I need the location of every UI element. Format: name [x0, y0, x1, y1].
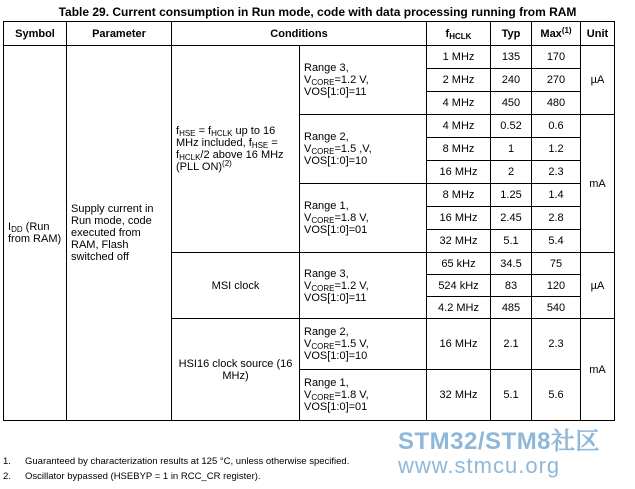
typ-cell: 2.45 [491, 207, 532, 230]
current-consumption-table [3, 21, 615, 421]
symbol-cell: $I_{DD}$ (Run from RAM) [4, 46, 67, 421]
fhclk-cell: 65 kHz [427, 253, 491, 275]
footnote-1: 1. Guaranteed by characterization results at 125 °C, unless otherwise specified. [3, 456, 350, 467]
footnote-2: 2. Oscillator bypassed (HSEBYP = 1 in RCC_CR register). [3, 471, 261, 482]
clock-hsi-cell: HSI16 clock source (16 MHz) [172, 319, 300, 421]
typ-cell: 2 [491, 161, 532, 184]
hsi-range-2-cell: Range 2, $V_{CORE}=1.5$ V, VOS[1:0]=10 [300, 319, 427, 370]
typ-cell: 240 [491, 69, 532, 92]
max-cell: 75 [532, 253, 581, 275]
typ-cell: 34.5 [491, 253, 532, 275]
fhclk-cell: 8 MHz [427, 138, 491, 161]
fhclk-cell: 4 MHz [427, 92, 491, 115]
fhclk-cell: 16 MHz [427, 207, 491, 230]
max-cell: 2.8 [532, 207, 581, 230]
max-cell: 480 [532, 92, 581, 115]
fhclk-cell: 16 MHz [427, 161, 491, 184]
typ-cell: 5.1 [491, 230, 532, 253]
header-typ: Typ [491, 22, 532, 46]
typ-cell: 2.1 [491, 319, 532, 370]
table-row [4, 46, 615, 69]
unit-cell-ma: mA [581, 115, 615, 253]
table-title: Table 29. Current consumption in Run mode, code with data processing running from RAM [58, 5, 577, 19]
max-cell: 1.2 [532, 138, 581, 161]
msi-range-3-cell: Range 3, $V_{CORE}=1.2$ V, VOS[1:0]=11 [300, 253, 427, 319]
header-fhclk: $f_{HCLK}$ [427, 22, 491, 46]
watermark [398, 430, 600, 477]
range-2-cell: Range 2, $V_{CORE}=1.5$ ,V, VOS[1:0]=10 [300, 115, 427, 184]
fhclk-cell: 4.2 MHz [427, 297, 491, 319]
range-1-cell: Range 1, $V_{CORE}=1.8$ V, VOS[1:0]=01 [300, 184, 427, 253]
header-parameter: Parameter [67, 22, 172, 46]
typ-cell: 1 [491, 138, 532, 161]
typ-cell: 1.25 [491, 184, 532, 207]
typ-cell: 83 [491, 275, 532, 297]
fhclk-cell: 1 MHz [427, 46, 491, 69]
max-cell: 2.3 [532, 161, 581, 184]
max-cell: 1.4 [532, 184, 581, 207]
fhclk-cell: 32 MHz [427, 230, 491, 253]
header-unit: Unit [581, 22, 615, 46]
typ-cell: 5.1 [491, 370, 532, 421]
fhclk-cell: 2 MHz [427, 69, 491, 92]
typ-cell: 135 [491, 46, 532, 69]
fhclk-cell: 4 MHz [427, 115, 491, 138]
typ-cell: 485 [491, 297, 532, 319]
typ-cell: 0.52 [491, 115, 532, 138]
clock-msi-cell: MSI clock [172, 253, 300, 319]
fhclk-cell: 32 MHz [427, 370, 491, 421]
max-cell: 270 [532, 69, 581, 92]
max-cell: 5.6 [532, 370, 581, 421]
typ-cell: 450 [491, 92, 532, 115]
max-cell: 170 [532, 46, 581, 69]
fhclk-cell: 16 MHz [427, 319, 491, 370]
unit-cell-ma: mA [581, 319, 615, 421]
watermark-brand: STM32/STM8社区 [398, 428, 601, 455]
watermark-url: www.stmcu.org [398, 453, 561, 478]
unit-cell-ua: µA [581, 46, 615, 115]
header-symbol: Symbol [4, 22, 67, 46]
unit-cell-ua: µA [581, 253, 615, 319]
header-row [4, 22, 615, 46]
range-3-cell: Range 3, $V_{CORE}=1.2$ V, VOS[1:0]=11 [300, 46, 427, 115]
header-conditions: Conditions [172, 22, 427, 46]
max-cell: 0.6 [532, 115, 581, 138]
clock-hse-cell: $f_{HSE} = f_{HCLK}$ up to 16 MHz included, $f_{HSE} = f_{HCLK}/2$ above 16 MHz (PLL ON)$^{(2)}$ [172, 46, 300, 253]
max-cell: 2.3 [532, 319, 581, 370]
parameter-cell: Supply current in Run mode, code executed from RAM, Flash switched off [67, 46, 172, 421]
hsi-range-1-cell: Range 1, $V_{CORE}=1.8$ V, VOS[1:0]=01 [300, 370, 427, 421]
header-max: Max$^{(1)}$ [532, 22, 581, 46]
fhclk-cell: 524 kHz [427, 275, 491, 297]
footnotes [3, 454, 349, 484]
max-cell: 540 [532, 297, 581, 319]
max-cell: 5.4 [532, 230, 581, 253]
fhclk-cell: 8 MHz [427, 184, 491, 207]
max-cell: 120 [532, 275, 581, 297]
